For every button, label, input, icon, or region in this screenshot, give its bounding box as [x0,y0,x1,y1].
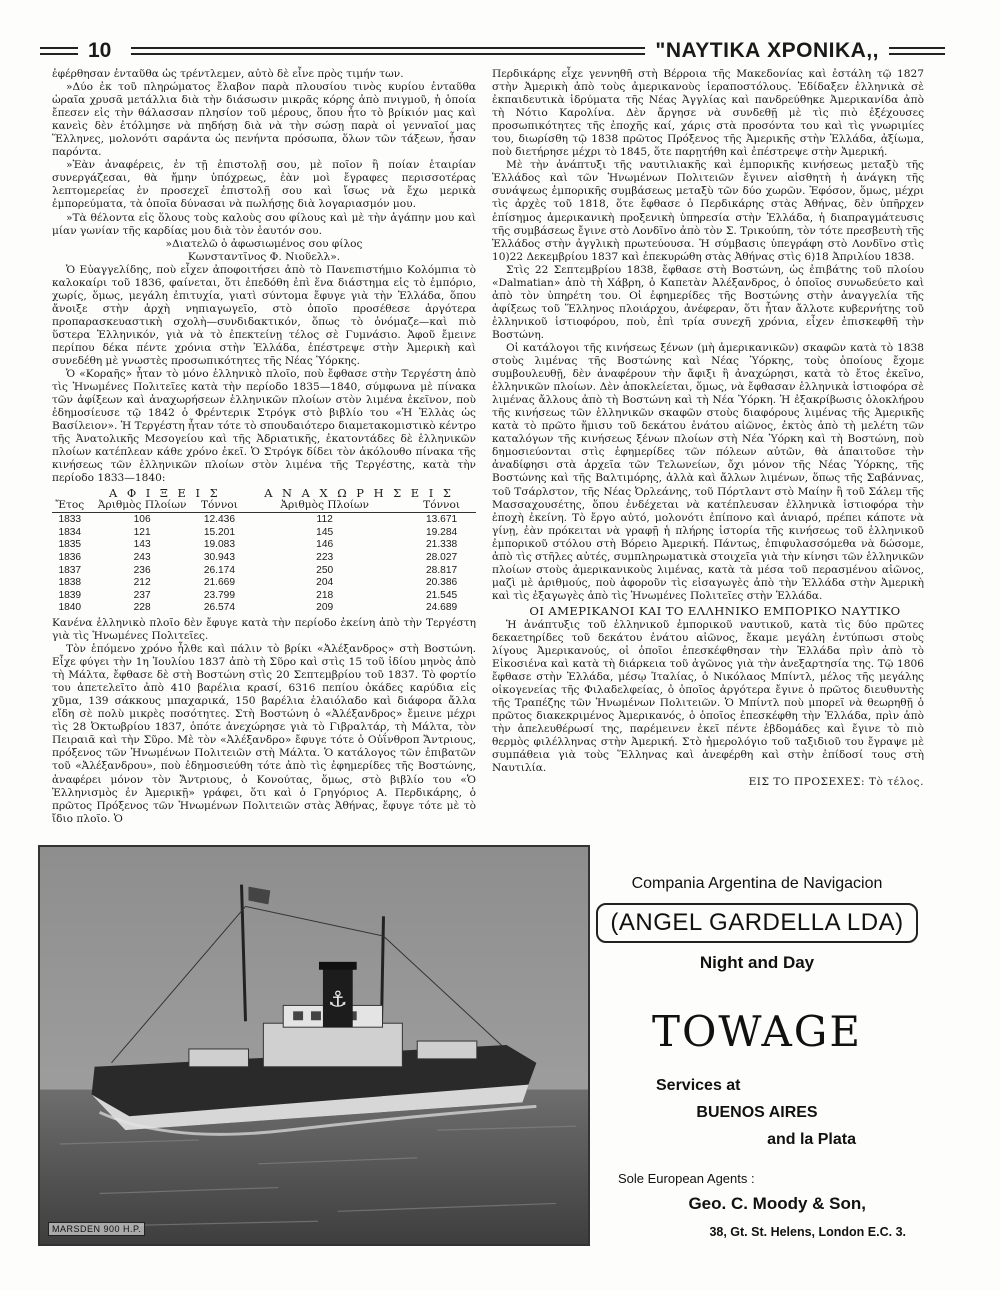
table-cell: 30.943 [203,551,235,563]
header-rule-right [889,47,945,55]
letter-signature: Κωνσταντῖνος Φ. Νιοῦελλ». [187,250,341,263]
table-cell: 218 [316,589,334,601]
page-header [40,38,945,64]
ad-towage-heading: TOWAGE [651,1007,863,1056]
table-cell: 1838 [58,577,82,589]
table-cell: 237 [133,589,151,601]
table-cell: 212 [133,577,151,589]
article-paragraph: »Δύο ἐκ τοῦ πληρώματος ἔλαβον παρὰ πλουσίου τινὸς κυρίου ἐνταῦθα ὡραῖα χρυσᾶ μετάλλια διὰ τὴν διάσωσιν μικρᾶς κόρης ἀπὸ πνιγμοῦ, ἡ ὁποία ἔπεσεν εἰς τὴν θάλασσαν πλησίον τοῦ μέρους, ὅπου ἦτο τὸ βρίκιόν μας καὶ κανεὶς δὲν ἐτόλμησε νὰ πηδήσῃ διὰ νὰ τὴν σώσῃ παρὰ οἱ γενναῖοί μας Ἕλληνες, μολονότι σαράντα ὡς πενήντα πρόσωπα, ὅλων τῶν τάξεων, ἦσαν παρόντα. [52,81,476,159]
svg-text:⚓: ⚓ [328,987,348,1013]
right-column [492,68,924,789]
trieste-shipping-table [52,487,476,615]
table-cell: 236 [133,564,151,576]
table-group-arrivals: Α Φ Ι Ξ Ε Ι Σ [109,485,221,500]
table-cell: 23.799 [203,589,235,601]
left-column [52,68,476,826]
ad-city: BUENOS AIRES [696,1104,818,1121]
ad-agent-address: 38, Gt. St. Helens, London E.C. 3. [709,1225,906,1239]
article-paragraph: Ὁ Εὐαγγελίδης, ποὺ εἶχεν ἀποφοιτήσει ἀπὸ τὸ Πανεπιστήμιο Κολόμπια τὸ καλοκαίρι τοῦ 1836, φαίνεται, ὅτι ἐπεδόθη ἐπὶ ἕνα διάστημα εἰς τὸ ἐμπόριο, χωρίς, ὅμως, μεγάλη ἐπιτυχία, γιατὶ σύντομα ἔφυγε γιὰ τὴν Ἑλλάδα, ὅπου ἄνοιξε στὴν ἀρχὴ νηπιαγωγεῖο, στὸ ὁποῖο προσέθεσε ἀργότερα προπαρασκευαστικὴ σχολὴ—συνδιδακτικόν, ὅπως τὸ ὀνόμαζε—καὶ πιὸ ὕστερα Ἑλληνικόν, γιὰ νὰ τὸ ἐπεκτείνῃ τέλος σὲ Γυμνάσιο. Ἀφοῦ ἔμεινε περίπου δέκα πέντε χρόνια στὴν Ἑλλάδα, ἐπέστρεψε στὴν Ἀμερικὴ καὶ συνεδέθη μὲ γνωστὲς προσωπικότητες τῆς Νέας Ὑόρκης. [52,263,476,368]
table-cell: 28.027 [426,551,458,563]
table-cell: 1836 [58,551,82,563]
table-header-ships-departures: Ἀριθμὸς Πλοίων [280,499,369,512]
article-paragraph: Ὁ «Κοραῆς» ἦταν τὸ μόνο ἑλληνικὸ πλοῖο, ποὺ ἔφθασε στὴν Τεργέστη ἀπὸ τὶς Ἡνωμένες Πολιτεῖες κατὰ τὴν περίοδο 1835—1840, σύμφωνα μὲ πίνακα τῶν ἀφίξεων καὶ ἀναχωρήσεων ἑλληνικῶν πλοίων στὸν λιμένα ἐκεῖνον, ποὺ ἐδημοσίευσε τῷ 1842 ὁ Φρέντερικ Στρόγκ στὸ βιβλίο του «Ἡ Ἑλλὰς ὡς Βασίλειον». Ἡ Τεργέστη ἦταν τότε τὸ σπουδαιότερο διαμετακομιστικὸ κέντρο τῆς Ἀνατολικῆς Μεσογείου καὶ τῆς Ἀδριατικῆς, ἐκατοντάδες δὲ ἑλληνικῶν πλοίων κατέπλεαν κάθε χρόνο ἐκεῖ. Ὁ Στρόγκ δίδει τὸν ἀκόλουθο πίνακα τῆς κινήσεως τῶν ἑλληνικῶν πλοίων στὸν λιμένα τῆς Τεργέστης, κατὰ τὴν περίοδο 1833—1840: [52,368,476,485]
table-cell: 21.669 [203,577,235,589]
table-cell: 250 [316,564,334,576]
table-cell: 209 [316,602,334,614]
table-row [52,565,476,578]
table-cell: 1837 [58,564,82,576]
table-cell: 1835 [58,539,82,551]
article-paragraph: Στὶς 22 Σεπτεμβρίου 1838, ἔφθασε στὴ Βοστώνη, ὡς ἐπιβάτης τοῦ πλοίου «Dalmatian» ἀπὸ τὴ Χάβρη, ὁ Καπετὰν Ἀλέξανδρος, ὁ ὁποῖος συνωδεύετο καὶ ἀπὸ τὸν ὑπηρέτη του. Οἱ ἐφημερίδες τῆς Βοστώνης στὴν ἀναγγελία τῆς ἀφίξεως τοῦ Ἕλληνος πλοιάρχου, ἀνέφεραν, ὅτι ἦταν ἄλλοτε κυβερνήτης τοῦ ἑλληνικοῦ ἱστιοφόρου, ποὺ, ἐπὶ τρία συνεχῆ χρόνια, εἶχεν ἐπισκεφθῆ τὴν Βοστώνη. [492,263,924,341]
ad-night-and-day: Night and Day [699,953,815,972]
tugboat-illustration [40,847,588,1244]
table-cell: 28.817 [426,564,458,576]
article-paragraph: ἐφέρθησαν ἐνταῦθα ὡς τρέντλεμεν, αὐτὸ δὲ εἶνε πρὸς τιμήν των. [52,68,404,80]
table-cell: 21.338 [426,539,458,551]
article-paragraph: Κανένα ἑλληνικὸ πλοῖο δὲν ἔφυγε κατὰ τὴν περίοδο ἐκείνη ἀπὸ τὴν Τεργέστη γιὰ τὶς Ἡνωμένες Πολιτεῖες. [52,616,476,642]
photo-caption: MARSDEN 900 H.P. [48,1222,145,1236]
table-header-tons-arrivals: Τόννοι [200,499,238,512]
article-paragraph: Τὸν ἑπόμενο χρόνο ἦλθε καὶ πάλιν τὸ βρίκι «Ἀλέξανδρος» στὴ Βοστώνη. Εἶχε φύγει τὴν 1η Ἰουλίου 1837 ἀπὸ τὴ Σῦρο καὶ στὶς 15 τοῦ ἰδίου μηνὸς ἀπὸ τὴ Μάλτα, ἔφθασε δὲ στὴ Βοστώνη στὶς 20 Σεπτεμβρίου τοῦ 1837. Τὸ φορτίο του ἀπετελεῖτο ἀπὸ 410 βαρέλια κρασί, 6316 πεπίου ὀκάδες καρύδια εἰς χῦμα, 139 σάκκους μπαχαρικά, 150 βαρέλια ἐλαιόλαδο καὶ διάφορα ἄλλα εἴδη σὲ πολὺ μικρὲς ποσότητες. Στὴ Βοστώνη ὁ «Ἀλέξανδρος» ἔμεινε μέχρι τὶς 28 Ὀκτωβρίου 1837, ὁπότε ἀνεχώρησε γιὰ τὸ Γιβραλτάρ, τὴ Μάλτα, τὸν Πειραιᾶ καὶ τὴν Σῦρο. Μὲ τὸν «Ἀλέξανδρο» ἔφυγε τότε ὁ Οὐΐνθροπ Ἄντριους, πρόξενος τῶν Ἡνωμένων Πολιτειῶν στὴ Μάλτα. Ὁ κατάλογος τῶν ἐπιβατῶν τοῦ «Ἀλέξανδρου», ποὺ ἐδημοσιεύθη τότε ἀπὸ τὶς ἐφημερίδες τῆς Βοστώνης, ἀναφέρει μόνον τὸν Ἄντριους, ὁ Κονούτας, ὅμως, στὸ βιβλίο του «Ὁ Ἑλληνισμὸς ἐν Ἀμερικῇ» γράφει, ὅτι καὶ ὁ Γρηγόριος Α. Περδικάρης, ὁ πρῶτος Πρόξενος τῶν Ἡνωμένων Πολιτειῶν στὰς Ἀθήνας, ἔφυγε τότε μὲ τὸ ἴδιο πλοῖο. Ὁ [52,643,476,825]
table-header-year: Ἔτος [55,499,85,512]
table-cell: 204 [316,577,334,589]
table-cell: 19.284 [426,526,458,538]
table-row [52,602,476,615]
table-cell: 26.174 [203,564,235,576]
table-cell: 243 [133,551,151,563]
table-cell: 12.436 [203,514,235,526]
table-cell: 21.545 [426,589,458,601]
table-cell: 1840 [58,602,82,614]
article-paragraph: Μὲ τὴν ἀνάπτυξι τῆς ναυτιλιακῆς καὶ ἐμπορικῆς κινήσεως μεταξὺ τῆς Ἑλλάδος καὶ τῶν Ἡνωμένων Πολιτειῶν ἔγινεν αἰσθητὴ ἡ ἀνάγκη τῆς συνάψεως ἐμπορικῆς συμβάσεως μεταξὺ τῶν δύο χωρῶν. Ἐφόσον, ὅμως, μέχρι τὶς ἀρχὲς τοῦ 1818, ὅτε ἔφθασε ὁ Περδικάρης στὰς Ἀθήνας, δὲν ὑπῆρχεν ἐπίσημος ἀμερικανικὴ προξενικὴ ὑπηρεσία στὴν Ἑλλάδα, ἡ διαπραγμάτευσις τῆς συμβάσεως ἔγινε στὸ Λονδῖνο ἀπὸ τὸν Σ. Τρικούπη, τὸν τότε πρεσβευτὴ τῆς Ἑλλάδος στὴν ἀγγλικὴ πρωτεύουσα. Ἡ σύμβασις ὑπεγράφη στὸ Λονδῖνο στὶς 10)22 Δεκεμβρίου 1837 καὶ ἐπεκυρώθη στὰς Ἀθήνας στὶς 6)18 Ἀπριλίου 1838. [492,159,924,263]
table-cell: 145 [316,526,334,538]
table-cell: 228 [133,602,151,614]
table-body [52,514,476,615]
table-cell: 15.201 [203,526,235,538]
ad-la-plata: and la Plata [767,1131,856,1148]
table-cell: 1834 [58,526,82,538]
masthead-title: "ΝΑΥΤΙΚΑ ΧΡΟΝΙΚΑ,, [655,39,879,62]
article-paragraph: »Τὰ θέλοντα εἰς ὅλους τοὺς καλοὺς σου φίλους καὶ μὲ τὴν ἀγάπην μου καὶ μίαν γωνίαν τῆς καρδίας μου διὰ τὸν ἑαυτόν σου. [52,211,476,237]
table-cell: 106 [133,514,151,526]
tugboat-photo [38,845,590,1246]
table-header-ships-arrivals: Ἀριθμὸς Πλοίων [97,499,187,512]
table-row [52,514,476,527]
table-cell: 24.689 [426,602,458,614]
table-row [52,527,476,540]
table-row [52,590,476,603]
article-paragraph: Περδικάρης εἶχε γεννηθῆ στὴ Βέρροια τῆς Μακεδονίας καὶ ἐστάλη τῷ 1827 στὴν Ἀμερικὴ ἀπὸ τοὺς ἀμερικανοὺς ἱεραποστόλους. Ἐδίδαξεν ἑλληνικὰ σὲ ἐκπαιδευτικὰ ἱδρύματα τῆς Νέας Ἀγγλίας καὶ πανδρεύθηκε Ἀμερικανίδα ἀπὸ τὴ Νότιο Καρολίνα. Δὲν ἄργησε νὰ συνδεθῇ μὲ τὶς πιὸ ἐξέχουσες προσωπικότητες τῆς ἐποχῆς καί, χάρις στὰ προσόντα του καὶ τὶς γνωριμίες του, διωρίσθη τῷ 1838 πρῶτος Πρόξενος τῆς Ἀμερικῆς στὴν Ἑλλάδα, ἀξίωμα, ποὺ διετήρησε μέχρι τὸ 1845, ὅτε παρῃτήθη καὶ ἐπέστρεψε στὴν Ἀμερική. [492,68,924,159]
article-paragraph: »Ἐὰν ἀναφέρεις, ἐν τῇ ἐπιστολῇ σου, μὲ ποῖον ἢ ποίαν ἑταιρίαν συνεργάζεσαι, θὰ ἤμην ὑπόχρεως, ἐὰν μοὶ ἔγραφες περισσοτέρας λεπτομερείας ἐν προσεχεῖ ἐπιστολῇ σου καὶ ἴσως νὰ ἔχω μερικὰ ἐμπορεύματα, τὰ ὁποῖα δύνασαι νὰ πωλήσῃς διὰ λογαριασμόν μου. [52,159,476,211]
table-cell: 26.574 [203,602,235,614]
table-cell: 19.083 [203,539,235,551]
table-cell: 1833 [58,514,82,526]
letter-closing: »Διατελῶ ὁ ἀφωσιωμένος σου φίλος [165,237,363,250]
towage-advertisement [592,845,922,1246]
table-cell: 13.671 [426,514,458,526]
table-cell: 112 [316,514,333,526]
ad-firm-name: (ANGEL GARDELLA LDA) [596,903,918,943]
table-cell: 1839 [58,589,82,601]
to-be-continued-note: ΕΙΣ ΤΟ ΠΡΟΣΕΧΕΣ: Τὸ τέλος. [748,775,924,788]
table-group-departures: Α Ν Α Χ Ω Ρ Η Σ Ε Ι Σ [264,485,454,500]
table-row [52,577,476,590]
article-paragraph: Οἱ κατάλογοι τῆς κινήσεως ξένων (μὴ ἀμερικανικῶν) σκαφῶν κατὰ τὸ 1838 στοὺς λιμένας τῆς Βοστώνης καὶ Νέας Ὑόρκης, τοὺς ὁποίους ἔχομε συμβουλευθῇ, δὲν ἀναφέρουν τὴν ἄφιξι ἢ ἀναχώρησι, κατὰ τὸ ἔτος ἐκεῖνο, ἑλληνικῶν πλοίων. Δὲν ἀποκλείεται, ὅμως, νὰ ἔφθασαν ἑλληνικὰ ἱστιοφόρα σὲ λιμένας ἄλλους ἀπὸ τὴ Βοστώνη καὶ τὴ Νέα Ὑόρκη. Ἡ ἐξακρίβωσις ὁλοκλήρου τῆς κινήσεως τῶν ἑλληνικῶν σκαφῶν στοὺς διαφόρους λιμένας τῆς Ἀμερικῆς κατὰ τὸ πρῶτο ἥμισυ τοῦ δεκάτου ἐνάτου αἰῶνος, ἐκτὸς ἀπὸ τὴ μελέτη τῶν καταλόγων τῆς κινήσεως ξένων πλοίων στὴ Νέα Ὑόρκη καὶ τὴ Βοστώνη, ποὺ δημοσιεύονται στὶς ἐφημερίδες τῶν πόλεων αὐτῶν, θὰ ἀπαιτοῦσε τὴν ἀναδίφησι στὰ ἀρχεῖα τῶν Τελωνείων, ὄχι μόνον τῆς Νέας Ὑόρκης, τῆς Βοστώνης καὶ τῆς Βαλτιμόρης, ἀλλὰ καὶ ἄλλων λιμένων, ὅπως τῆς Σαβάννας, τοῦ Τσάρλστον, τῆς Νέας Ὀρλεάνης, τοῦ Πόρτλαντ στὸ Μαίην ἢ τοῦ Σάλεμ τῆς Μασσαχουσέτης, ὅπου ἐνδέχεται νὰ κατέπλευσαν ἑλληνικὰ ἱστιοφόρα τὴν ἐποχὴ ἐκείνη. Τὸ ἔργο αὐτό, μολονότι ἐπίπονο καὶ ἀνιαρό, πρέπει κάποτε νὰ γίνῃ, ἐὰν πρόκειται νὰ γραφῇ ἡ πλήρης ἱστορία τῆς κινήσεως τοῦ ἑλληνικοῦ ἐμπορικοῦ στόλου στὴ Βόρειο Ἀμερική. Πάντως, ἐπιφυλασσόμεθα νὰ δώσομε, ἀπὸ τὶς στῆλες αὐτές, συμπληρωματικὰ στοιχεῖα γιὰ τὴν κίνησι τῶν ἑλληνικῶν πλοίων στοὺς ἀμερικανικοὺς λιμένας, κατὰ τὰ μέσα τοῦ περασμένου αἰῶνος, μαζὶ μὲ ἀριθμούς, ποὺ ἀφοροῦν τὶς εἰσαγωγὲς ἀπὸ τὴν Ἑλλάδα στὴν Ἀμερικὴ καὶ τὶς ἐξαγωγὲς ἀπὸ τὶς Ἡνωμένες Πολιτεῖες στὴν Ἑλλάδα. [492,341,924,602]
ad-company-name: Compania Argentina de Navigacion [631,875,883,892]
ad-agent-name: Geo. C. Moody & Son, [688,1194,866,1213]
header-rule-middle [131,47,645,55]
table-cell: 121 [133,526,151,538]
table-cell: 146 [316,539,334,551]
section-subheading: ΟΙ ΑΜΕΡΙΚΑΝΟΙ ΚΑΙ ΤΟ ΕΛΛΗΝΙΚΟ ΕΜΠΟΡΙΚΟ ΝΑΥΤΙΚΟ [529,603,901,618]
page-number: 10 [88,39,112,62]
table-cell: 143 [133,539,151,551]
table-row [52,539,476,552]
table-row [52,552,476,565]
header-rule-left [40,47,78,55]
article-paragraph: Ἡ ἀνάπτυξις τοῦ ἑλληνικοῦ ἐμπορικοῦ ναυτικοῦ, κατὰ τὶς δύο πρῶτες δεκαετηρίδες τοῦ δεκάτου ἐνάτου αἰῶνος, ἔκαμε μεγάλη ἐντύπωσι στοὺς λίγους Ἀμερικανούς, οἱ ὁποῖοι ἐπεσκέφθησαν τὴν Ἑλλάδα πρὶν ἀπὸ τὸ Εἰκοσιένα καὶ κατὰ τὴ διάρκεια τοῦ ἀγῶνος γιὰ τὴν ἀνεξαρτησία της. Τῷ 1806 ἔφθασε στὴν Ἑλλάδα, μέσῳ Ἰταλίας, ὁ Νικόλαος Μπίντλ, μέλος τῆς μεγάλης οἰκογενείας τῆς Φιλαδελφείας, ὁ ὁποῖος ἀργότερα ἔγινε ὁ πρῶτος διευθυντὴς τῆς Τραπέζης τῶν Ἡνωμένων Πολιτειῶν. Ὁ Μπίντλ ποὺ μπορεῖ νὰ θεωρηθῇ ὁ πρῶτος διακεκριμένος Ἀμερικανός, ὁ ὁποῖος ἐπεσκέφθη τὴν Ἑλλάδα, πρὶν ἀπὸ τὴν ἀπελευθέρωσί της, παρέμεινεν ἐκεῖ πέντε ἑβδομάδες καὶ ἔγινε τὸ πιὸ θερμὸς φιλέλληνας στὴν Ἀμερική. Στὸ ἡμερολόγιο τοῦ ταξιδιοῦ του ἔγραψε μὲ συμπάθεια γιὰ τοὺς Ἕλληνας καὶ ἀνεφέρθη καὶ στὴν ἐπίδοσί τους στὴ Ναυτιλία. [492,618,924,775]
ad-services-line: Services at [656,1077,741,1094]
table-cell: 20.386 [426,577,458,589]
table-header-tons-departures: Τόννοι [423,499,461,512]
table-cell: 223 [316,551,334,563]
ad-agents-label: Sole European Agents : [618,1171,755,1186]
